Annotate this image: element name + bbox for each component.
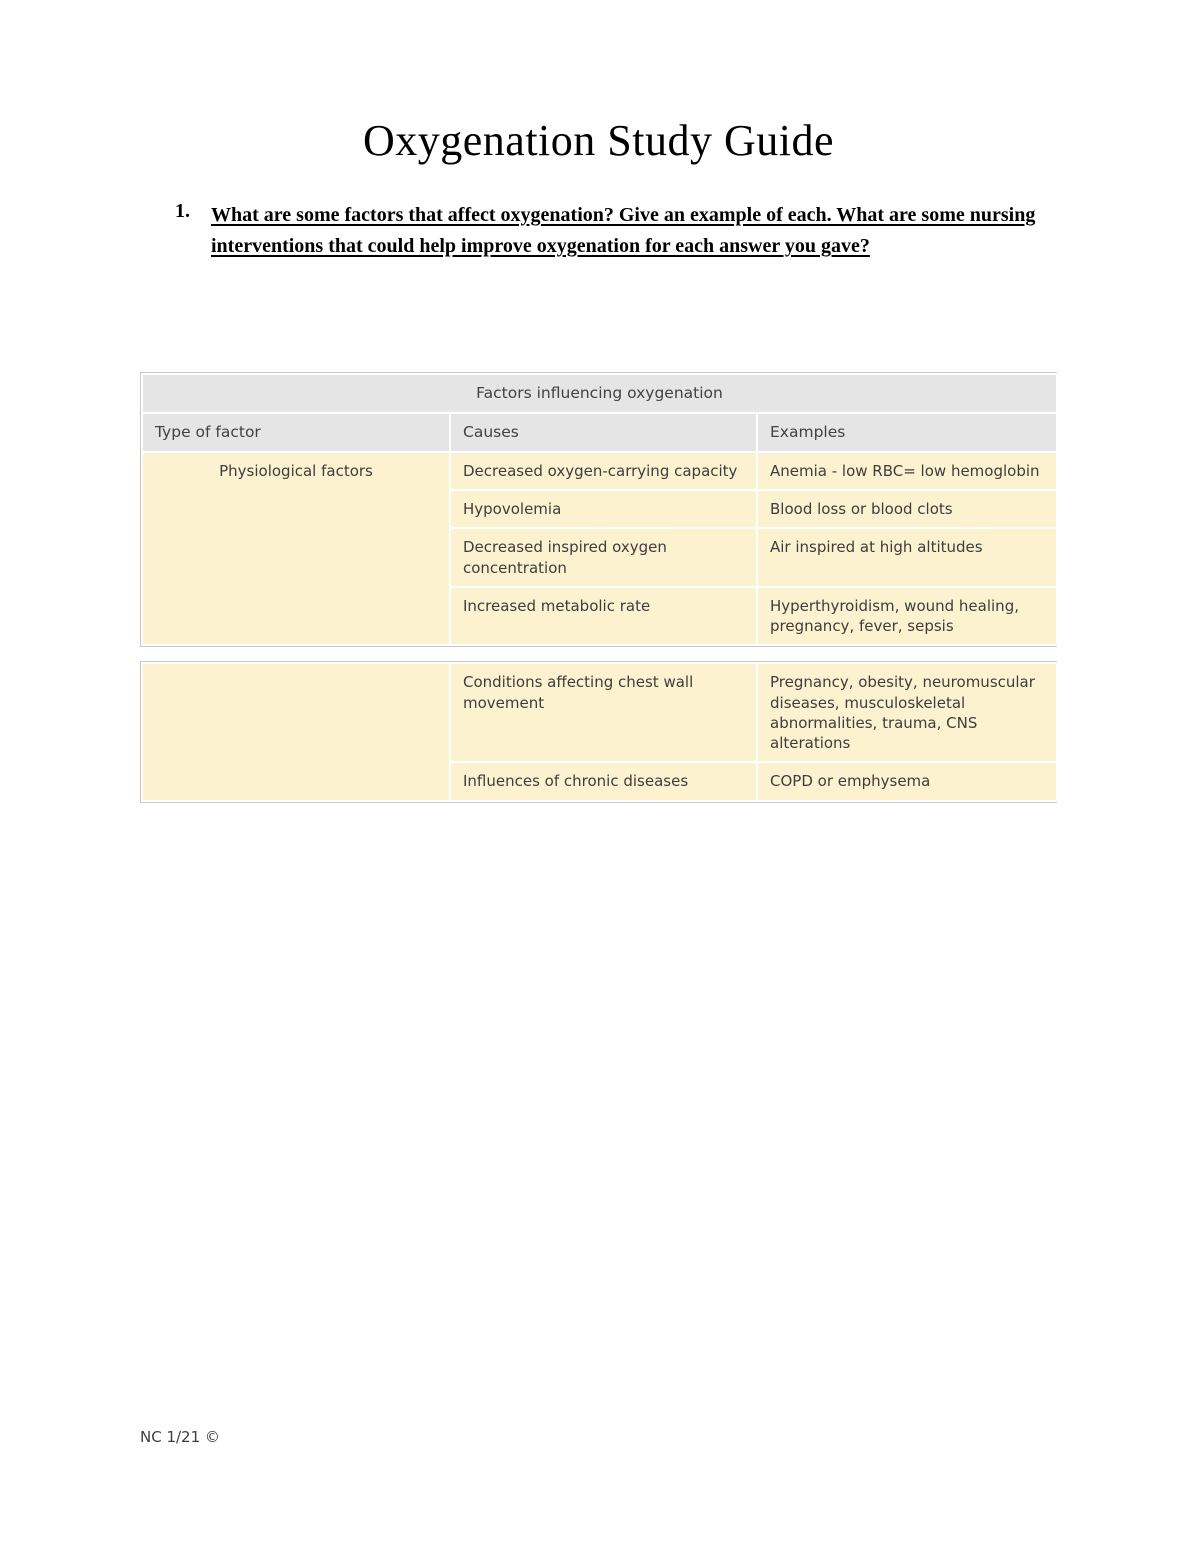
example-cell: Anemia - low RBC= low hemoglobin: [757, 452, 1057, 490]
example-cell: Hyperthyroidism, wound healing, pregnancy, fever, sepsis: [757, 587, 1057, 646]
example-cell: Air inspired at high altitudes: [757, 528, 1057, 587]
cause-cell: Conditions affecting chest wall movement: [450, 663, 757, 762]
factors-table-area: [140, 372, 1057, 803]
cause-cell: Influences of chronic diseases: [450, 762, 757, 800]
example-cell: Blood loss or blood clots: [757, 490, 1057, 528]
column-header-causes: Causes: [450, 413, 757, 452]
table-title-row: [142, 374, 1057, 413]
column-header-examples: Examples: [757, 413, 1057, 452]
table-title: Factors influencing oxygenation: [142, 374, 1057, 413]
cause-cell: Decreased inspired oxygen concentration: [450, 528, 757, 587]
cause-cell: Decreased oxygen-carrying capacity: [450, 452, 757, 490]
page-title: Oxygenation Study Guide: [362, 116, 834, 165]
table-row: [142, 452, 1057, 490]
factors-table-section-2: [140, 661, 1057, 802]
table-row: [142, 663, 1057, 762]
question-text: What are some factors that affect oxygenation? Give an example of each. What are some nursing interventions that could help improve oxygenation for each answer you gave?: [211, 204, 1036, 257]
column-header-type-of-factor: Type of factor: [142, 413, 450, 452]
factor-type-cell-empty: [142, 663, 450, 800]
cause-cell: Hypovolemia: [450, 490, 757, 528]
table-section-gap: [140, 647, 1057, 661]
factors-table-section-1: [140, 372, 1057, 647]
table-header-row: [142, 413, 1057, 452]
example-cell: Pregnancy, obesity, neuromuscular diseases, musculoskeletal abnormalities, trauma, CNS alterations: [757, 663, 1057, 762]
question-number: 1.: [175, 200, 190, 222]
factor-type-cell: Physiological factors: [142, 452, 450, 646]
cause-cell: Increased metabolic rate: [450, 587, 757, 646]
example-cell: COPD or emphysema: [757, 762, 1057, 800]
question-item: [140, 200, 1057, 262]
page-footer: NC 1/21 ©: [140, 1428, 220, 1446]
